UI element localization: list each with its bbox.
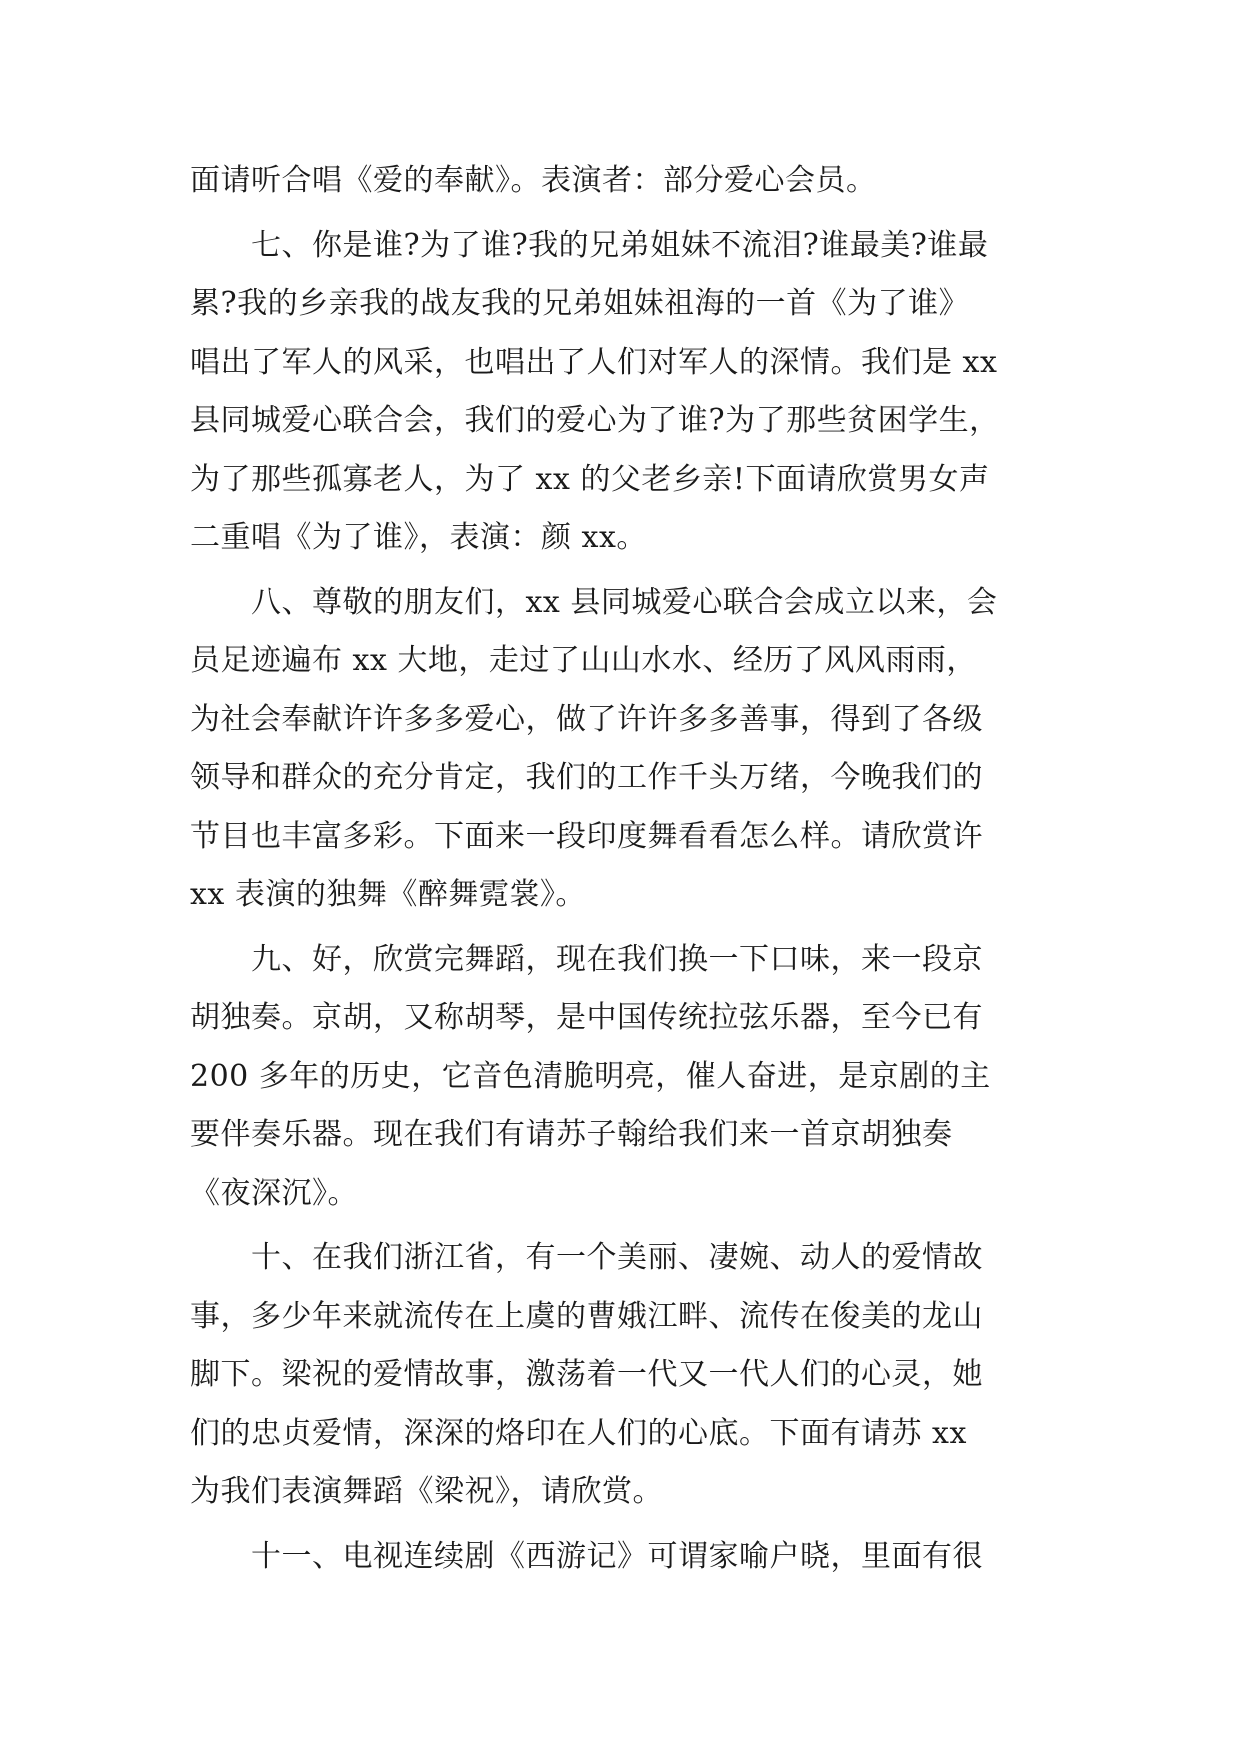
text-line: 面请听合唱《爱的奉献》。表演者：部分爱心会员。	[190, 163, 877, 198]
text-line: 唱出了军人的风采，也唱出了人们对军人的深情。我们是 xx	[190, 344, 998, 380]
text-line: 累?我的乡亲我的战友我的兄弟姐妹祖海的一首《为了谁》	[190, 286, 970, 321]
text-line: 为了那些孤寡老人，为了 xx 的父老乡亲!下面请欣赏男女声	[190, 461, 990, 497]
text-line: 《夜深沉》。	[190, 1175, 358, 1211]
document-body	[190, 152, 1055, 1586]
paragraph-5	[190, 1229, 1055, 1522]
text-line: 十、在我们浙江省，有一个美丽、凄婉、动人的爱情故	[251, 1240, 983, 1275]
text-line: 领导和群众的充分肯定，我们的工作千头万绪，今晚我们的	[190, 760, 983, 795]
text-line: 十一、电视连续剧《西游记》可谓家喻户晓，里面有很	[251, 1538, 983, 1574]
text-line: 为我们表演舞蹈《梁祝》，请欣赏。	[190, 1474, 663, 1509]
text-line: 脚下。梁祝的爱情故事，激荡着一代又一代人们的心灵，她	[190, 1357, 983, 1392]
text-line: 县同城爱心联合会，我们的爱心为了谁?为了那些贫困学生，	[190, 403, 1000, 438]
paragraph-4	[190, 931, 1055, 1224]
text-line: 要伴奏乐器。现在我们有请苏子翰给我们来一首京胡独奏	[190, 1117, 953, 1152]
paragraph-1	[190, 152, 1055, 211]
text-line: 员足迹遍布 xx 大地，走过了山山水水、经历了风风雨雨，	[190, 643, 977, 678]
text-line: 200 多年的历史，它音色清脆明亮，催人奋进，是京剧的主	[190, 1058, 991, 1094]
paragraph-2	[190, 217, 1055, 568]
text-line: 二重唱《为了谁》，表演：颜 xx。	[190, 520, 647, 555]
text-line: 们的忠贞爱情，深深的烙印在人们的心底。下面有请苏 xx	[190, 1415, 967, 1451]
paragraph-3	[190, 574, 1055, 925]
text-line: 八、尊敬的朋友们，xx 县同城爱心联合会成立以来，会	[251, 584, 998, 620]
text-line: 节目也丰富多彩。下面来一段印度舞看看怎么样。请欣赏许	[190, 818, 983, 854]
text-line: 为社会奉献许许多多爱心，做了许许多多善事，得到了各级	[190, 701, 983, 737]
text-line: xx 表演的独舞《醉舞霓裳》。	[190, 877, 586, 912]
text-line: 胡独奏。京胡，又称胡琴，是中国传统拉弦乐器，至今已有	[190, 1000, 983, 1035]
text-line: 七、你是谁?为了谁?我的兄弟姐妹不流泪?谁最美?谁最	[251, 227, 989, 263]
text-line: 事，多少年来就流传在上虞的曹娥江畔、流传在俊美的龙山	[190, 1298, 983, 1334]
text-line: 九、好，欣赏完舞蹈，现在我们换一下口味，来一段京	[251, 941, 983, 977]
paragraph-6	[190, 1528, 1055, 1587]
